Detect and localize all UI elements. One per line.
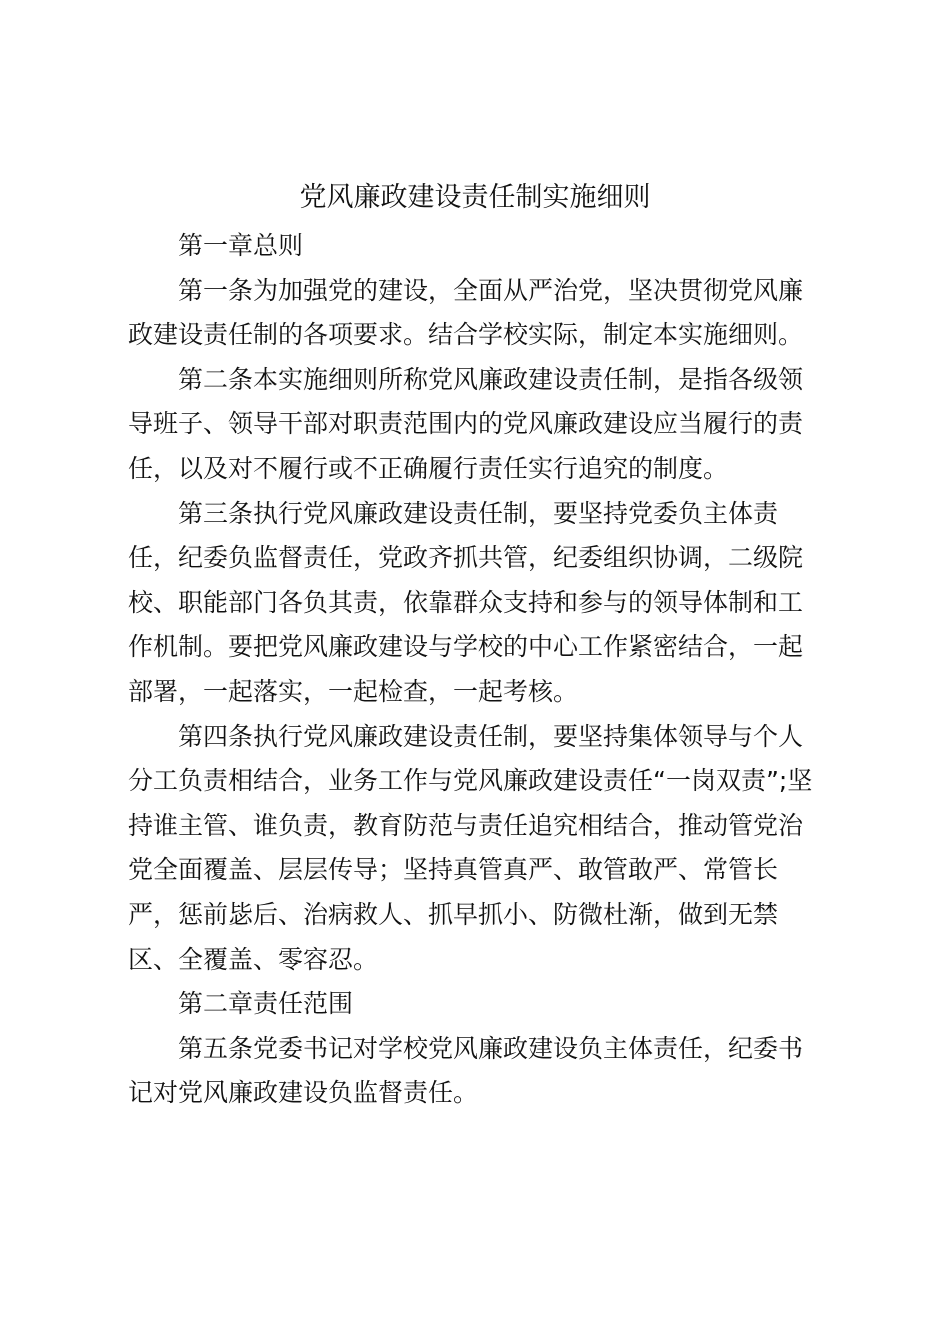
- article-3-line: 作机制。要把党风廉政建设与学校的中心工作紧密结合，一起: [128, 632, 804, 662]
- article-4-line: 严，惩前毖后、治病救人、抓早抓小、防微杜渐，做到无禁: [128, 899, 779, 929]
- document-body: [128, 224, 828, 1116]
- article-2-line: 导班子、领导干部对职责范围内的党风廉政建设应当履行的责: [128, 409, 804, 439]
- chapter-1-heading: 第一章总则: [178, 231, 304, 260]
- article-3-line: 部署，一起落实，一起检查，一起考核。: [128, 676, 579, 706]
- article-4-line: 持谁主管、谁负责，教育防范与责任追究相结合，推动管党治: [128, 810, 804, 840]
- article-3-line: 校、职能部门各负其责，依靠群众支持和参与的领导体制和工: [128, 587, 804, 617]
- article-2-line: 第二条本实施细则所称党风廉政建设责任制，是指各级领: [178, 364, 804, 394]
- article-5: [128, 1027, 828, 1116]
- article-4: [128, 715, 828, 983]
- article-2-line: 任，以及对不履行或不正确履行责任实行追究的制度。: [128, 453, 729, 483]
- article-1-line: 政建设责任制的各项要求。结合学校实际，制定本实施细则。: [128, 320, 804, 350]
- article-2: [128, 358, 828, 492]
- document-title: 党风廉政建设责任制实施细则: [299, 182, 651, 213]
- article-3-line: 第三条执行党风廉政建设责任制，要坚持党委负主体责: [178, 498, 779, 528]
- article-4-line: 分工负责相结合，业务工作与党风廉政建设责任“一岗双责”;坚: [128, 766, 813, 796]
- article-4-line: 党全面覆盖、层层传导；坚持真管真严、敢管敢严、常管长: [128, 855, 779, 885]
- article-3-line: 任，纪委负监督责任，党政齐抓共管，纪委组织协调，二级院: [128, 543, 804, 573]
- article-5-line: 记对党风廉政建设负监督责任。: [128, 1078, 479, 1108]
- chapter-2-heading: 第二章责任范围: [178, 989, 354, 1019]
- article-1: [128, 269, 828, 358]
- article-4-line: 区、全覆盖、零容忍。: [128, 944, 379, 974]
- article-3: [128, 492, 828, 715]
- article-4-line: 第四条执行党风廉政建设责任制，要坚持集体领导与个人: [178, 721, 804, 751]
- article-1-line: 第一条为加强党的建设，全面从严治党，坚决贯彻党风廉: [178, 275, 804, 305]
- article-5-line: 第五条党委书记对学校党风廉政建设负主体责任，纪委书: [178, 1033, 804, 1063]
